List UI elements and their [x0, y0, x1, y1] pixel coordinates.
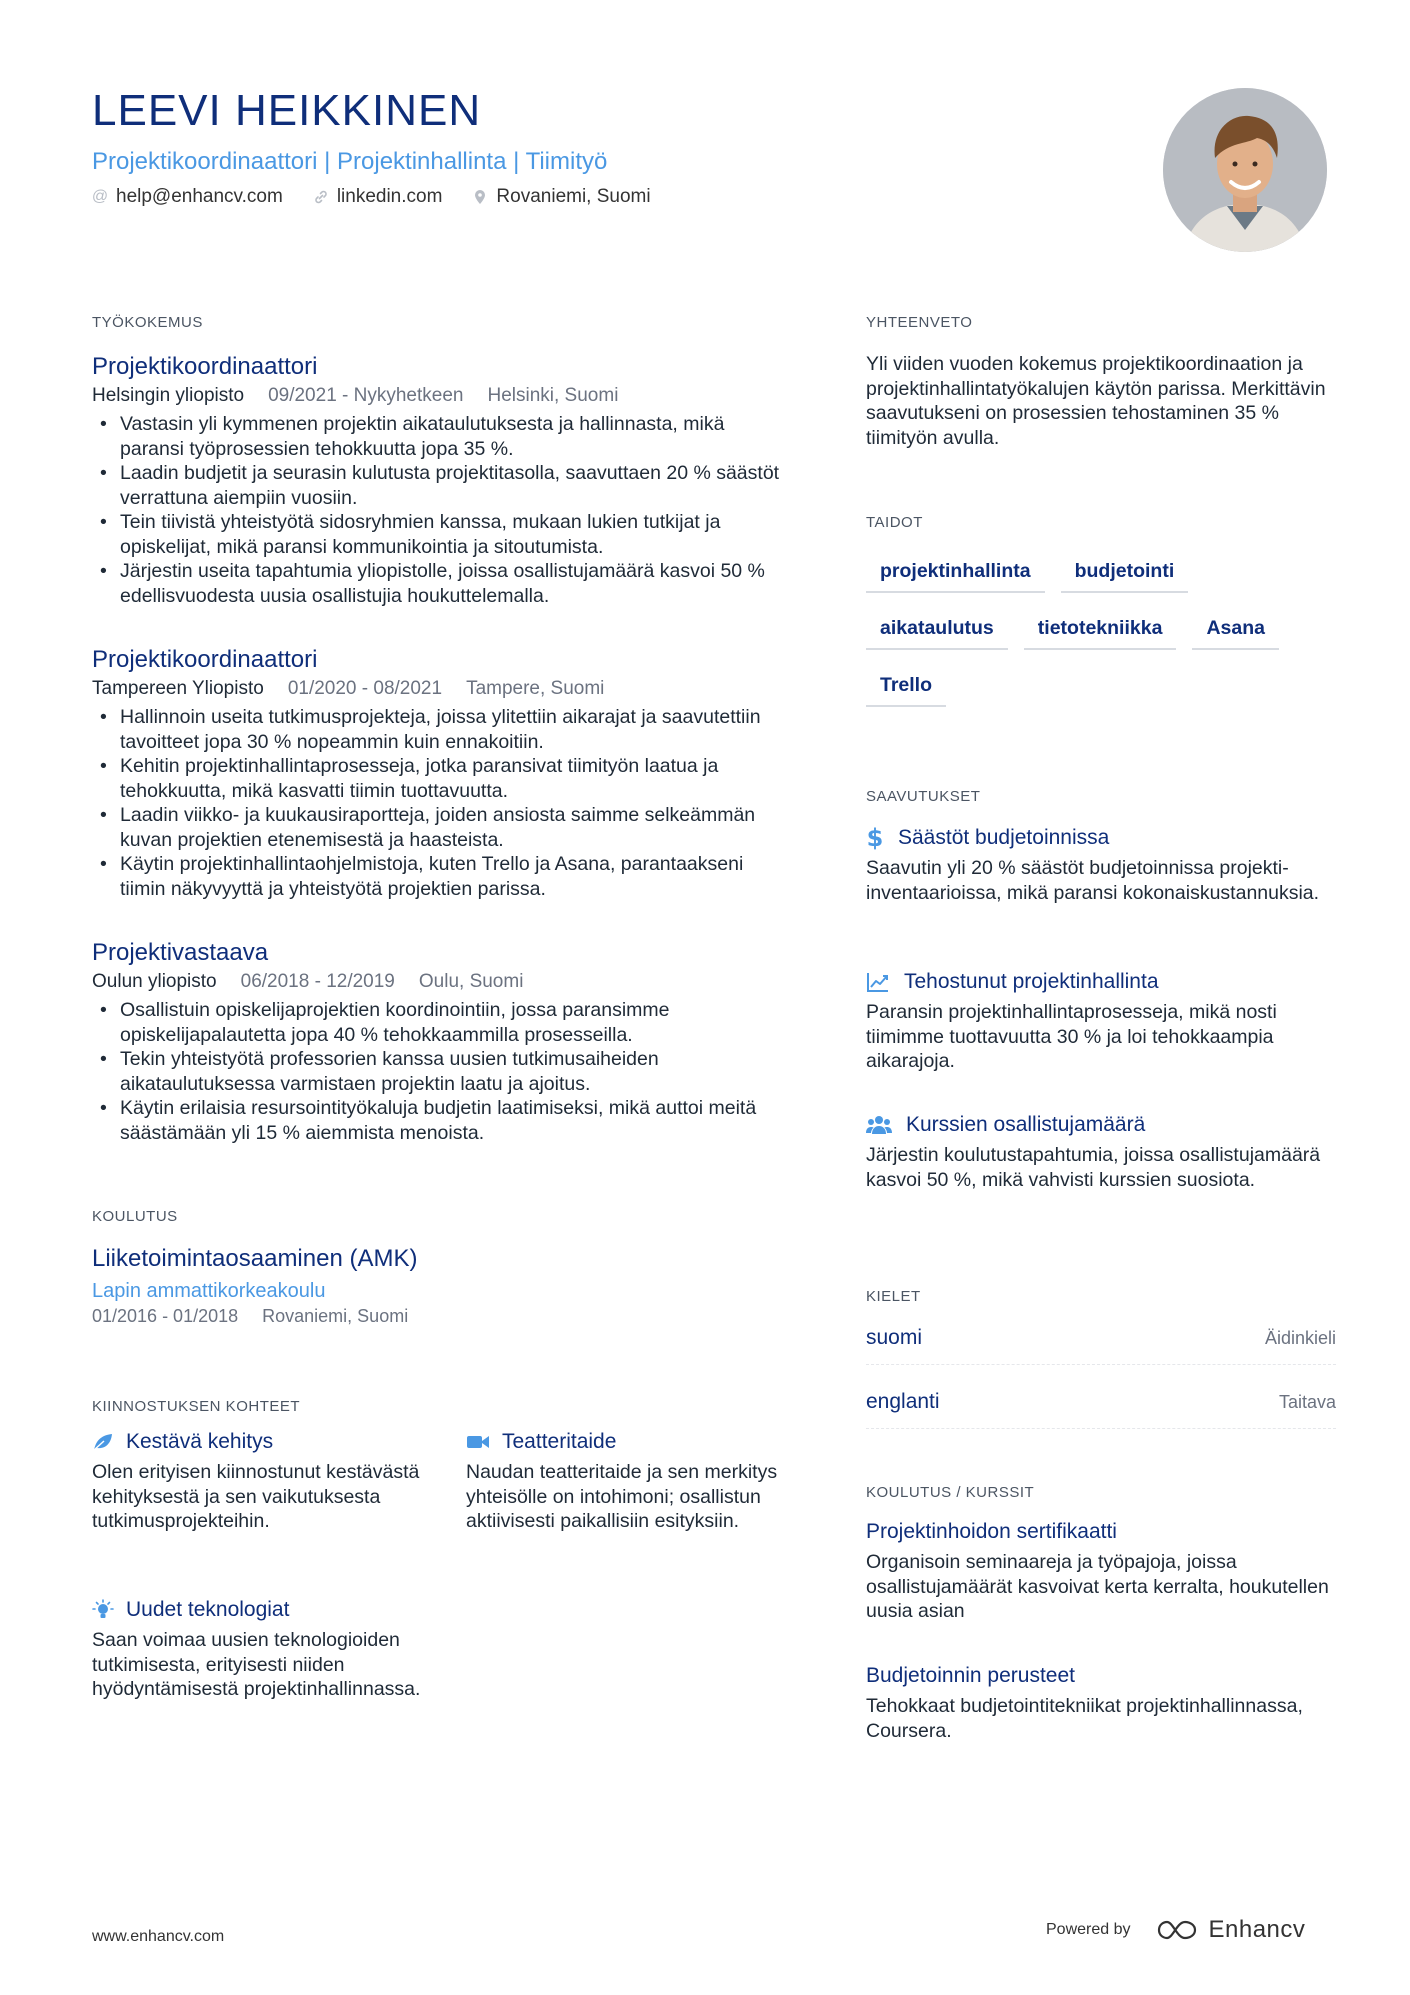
- job-bullet: • Laadin viikko- ja kuukausiraportteja, joiden ansiosta saimme selkeämmän kuvan projektien etenemisestä ja haasteista.: [92, 803, 792, 852]
- language-level: Äidinkieli: [1264, 1328, 1336, 1348]
- degree-title: Liiketoimintaosaaminen (AMK): [92, 1245, 418, 1272]
- job-meta: [92, 970, 792, 994]
- interest-text: Naudan teatteritaide ja sen merkitys yhteisölle on intohimoni; osallistun aktiivisesti paikallisiin esityksiin.: [466, 1461, 778, 1532]
- education-heading: KOULUTUS: [92, 1208, 178, 1225]
- skills-heading: TAIDOT: [866, 514, 923, 531]
- job-location: Helsinki, Suomi: [487, 385, 619, 406]
- interest-title: Teatteritaide: [502, 1430, 617, 1453]
- skills-list: [866, 556, 1336, 707]
- contact-bar: [92, 186, 651, 208]
- job-entry: [92, 645, 792, 901]
- skill-tag: projektinhallinta: [866, 556, 1045, 593]
- at-icon: @: [91, 188, 109, 205]
- job-location: Tampere, Suomi: [466, 678, 605, 699]
- linkedin-text: linkedin.com: [336, 186, 443, 207]
- leaf-icon: [92, 1432, 114, 1452]
- candidate-name: LEEVI HEIKKINEN: [92, 86, 482, 135]
- achievement-text: Saavutin yli 20 % säästöt budjetoinnissa projekti-inventaarioissa, mikä paransi kokonaiskustannuksia.: [866, 857, 1320, 904]
- skill-tag: tietotekniikka: [1024, 613, 1177, 650]
- courses-heading: KOULUTUS / KURSSIT: [866, 1484, 1035, 1501]
- education-entry: [92, 1244, 792, 1327]
- job-org: Oulun yliopisto: [92, 971, 217, 992]
- contact-linkedin[interactable]: [313, 186, 443, 208]
- job-dates: 06/2018 - 12/2019: [240, 971, 395, 992]
- job-role: Projektikoordinaattori: [92, 646, 318, 673]
- achievement-text: Paransin projektinhallintaprosesseja, mikä nosti tiimimme tuottavuutta 30 % ja loi tehokkaampia aikarajoja.: [866, 1001, 1277, 1072]
- job-bullet: • Osallistuin opiskelijaprojektien koordinointiin, jossa paransimme opiskelijapalautetta jopa 40 % tehokkaammilla prosesseilla.: [92, 998, 792, 1047]
- experience-heading: TYÖKOKEMUS: [92, 314, 203, 331]
- interest-title-row: [466, 1428, 796, 1456]
- job-org: Tampereen Yliopisto: [92, 678, 264, 699]
- interest-title-row: [92, 1428, 422, 1456]
- trend-chart-icon: [866, 971, 890, 993]
- job-bullets: [92, 998, 792, 1145]
- school-name: Lapin ammattikorkeakoulu: [92, 1280, 326, 1302]
- location-pin-icon: [472, 189, 488, 205]
- job-org: Helsingin yliopisto: [92, 385, 245, 406]
- language-name: englanti: [866, 1390, 940, 1413]
- job-meta: [92, 677, 792, 701]
- avatar: [1163, 88, 1327, 252]
- course-title: Projektinhoidon sertifikaatti: [866, 1520, 1117, 1543]
- job-bullet: • Käytin erilaisia resursointityökaluja budjetin laatimiseksi, mikä auttoi meitä säästämään yli 15 % aiemmista menoista.: [92, 1096, 792, 1145]
- job-bullet: • Tein tiivistä yhteistyötä sidosryhmien kanssa, mukaan lukien tutkijat ja opiskelijat, mikä paransi kommunikointia ja sitoutumista.: [92, 510, 792, 559]
- job-location: Oulu, Suomi: [418, 971, 524, 992]
- skill-tag: aikataulutus: [866, 613, 1008, 650]
- education-dates: 01/2016 - 01/2018: [92, 1306, 239, 1326]
- interest-title: Kestävä kehitys: [126, 1430, 274, 1453]
- language-item: [866, 1390, 1336, 1429]
- achievement-title-row: [866, 824, 1336, 852]
- interests-heading: KIINNOSTUKSEN KOHTEET: [92, 1398, 301, 1415]
- email-text: help@enhancv.com: [116, 186, 283, 207]
- achievements-heading: SAAVUTUKSET: [866, 788, 981, 805]
- job-meta: [92, 384, 792, 408]
- job-bullet: • Käytin projektinhallintaohjelmistoja, kuten Trello ja Asana, parantaakseni tiimin näkyvyyttä ja yhteistyötä projektien parissa.: [92, 852, 792, 901]
- education-location: Rovaniemi, Suomi: [262, 1306, 409, 1326]
- language-name: suomi: [866, 1326, 923, 1349]
- lightbulb-icon: [92, 1599, 114, 1621]
- footer-brand: [1046, 1916, 1305, 1944]
- achievement-text: Järjestin koulutustapahtumia, joissa osallistujamäärä kasvoi 50 %, mikä vahvisti kurssien suosiota.: [866, 1144, 1321, 1191]
- interest-text: Saan voimaa uusien teknologioiden tutkimisesta, erityisesti niiden hyödyntämisestä projektinhallinnassa.: [92, 1629, 421, 1700]
- course-item: [866, 1662, 1336, 1743]
- location-text: Rovaniemi, Suomi: [496, 186, 651, 207]
- job-bullets: [92, 412, 792, 608]
- video-camera-icon: [466, 1433, 490, 1451]
- footer-website[interactable]: www.enhancv.com: [92, 1928, 225, 1945]
- job-entry: [92, 352, 792, 608]
- achievement-title-row: [866, 1111, 1336, 1139]
- skill-tag: budjetointi: [1061, 556, 1189, 593]
- achievement-title: Säästöt budjetoinnissa: [898, 826, 1110, 849]
- interest-item: [92, 1596, 422, 1702]
- language-item: [866, 1326, 1336, 1365]
- skill-tag: Asana: [1192, 613, 1279, 650]
- svg-text:$: $: [866, 825, 884, 851]
- language-level: Taitava: [1278, 1392, 1336, 1412]
- interest-title-row: [92, 1596, 422, 1624]
- achievement-title-row: [866, 968, 1336, 996]
- job-bullet: • Hallinnoin useita tutkimusprojekteja, joissa ylitettiin aikarajat ja saavutettiin tavoitteet jopa 30 % nopeammin kuin ennakoitiin.: [92, 705, 792, 754]
- course-item: [866, 1518, 1336, 1624]
- dollar-icon: [866, 825, 884, 851]
- job-dates: 01/2020 - 08/2021: [287, 678, 443, 699]
- users-icon: [866, 1114, 892, 1136]
- achievement-item: [866, 824, 1336, 905]
- interest-text: Olen erityisen kiinnostunut kestävästä kehityksestä ja sen vaikutuksesta tutkimusprojekteihin.: [92, 1461, 420, 1532]
- achievement-item: [866, 968, 1336, 1074]
- skill-tag: Trello: [866, 670, 946, 707]
- job-bullet: • Laadin budjetit ja seurasin kulutusta projektitasolla, saavuttaen 20 % säästöt verrattuna aiempiin vuosiin.: [92, 461, 792, 510]
- interest-item: [466, 1428, 796, 1534]
- education-meta: [92, 1306, 792, 1327]
- link-icon: [313, 189, 329, 205]
- summary-heading: YHTEENVETO: [866, 314, 973, 331]
- brand-logo[interactable]: [1155, 1916, 1306, 1944]
- job-bullet: • Kehitin projektinhallintaprosesseja, jotka paransivat tiimityön laatua ja tehokkuutta, mikä kasvatti tiimin tuottavuutta.: [92, 754, 792, 803]
- summary-text: Yli viiden vuoden kokemus projektikoordinaation ja projektinhallintatyökalujen käytön parissa. Merkittävin saavutukseni on prosessien tehostaminen 35 % tiimityön avulla.: [866, 353, 1326, 449]
- contact-email[interactable]: [92, 186, 283, 208]
- course-text: Tehokkaat budjetointitekniikat projektinhallinnassa, Coursera.: [866, 1695, 1303, 1742]
- job-role: Projektikoordinaattori: [92, 353, 318, 380]
- job-bullets: [92, 705, 792, 901]
- achievement-title: Kurssien osallistujamäärä: [906, 1113, 1146, 1136]
- achievement-item: [866, 1111, 1336, 1192]
- contact-location: [472, 186, 650, 208]
- job-dates: 09/2021 - Nykyhetkeen: [268, 385, 464, 406]
- achievement-title: Tehostunut projektinhallinta: [904, 970, 1159, 993]
- job-bullet: • Vastasin yli kymmenen projektin aikataulutuksesta ja hallinnasta, mikä paransi työprosessien tehokkuutta jopa 35 %.: [92, 412, 792, 461]
- job-bullet: • Tekin yhteistyötä professorien kanssa uusien tutkimusaiheiden aikataulutuksessa varmistaen projektin laatu ja ajoitus.: [92, 1047, 792, 1096]
- job-entry: [92, 938, 792, 1145]
- job-bullet: • Järjestin useita tapahtumia yliopistolle, joissa osallistujamäärä kasvoi 50 % edellisvuodesta uusia osallistujia houkuttelemalla.: [92, 559, 792, 608]
- course-text: Organisoin seminaareja ja työpajoja, joissa osallistujamäärät kasvoivat kerta kerralta, houkutellen uusia asian: [866, 1551, 1329, 1622]
- interest-item: [92, 1428, 422, 1534]
- powered-by-text: Powered by: [1046, 1921, 1131, 1938]
- interest-title: Uudet teknologiat: [126, 1598, 290, 1621]
- course-title: Budjetoinnin perusteet: [866, 1664, 1075, 1687]
- languages-heading: KIELET: [866, 1288, 921, 1305]
- enhancv-logo-icon: [1155, 1918, 1201, 1942]
- job-role: Projektivastaava: [92, 939, 269, 966]
- tagline: Projektikoordinaattori | Projektinhallinta | Tiimityö: [92, 148, 608, 175]
- brand-name: Enhancv: [1208, 1916, 1306, 1943]
